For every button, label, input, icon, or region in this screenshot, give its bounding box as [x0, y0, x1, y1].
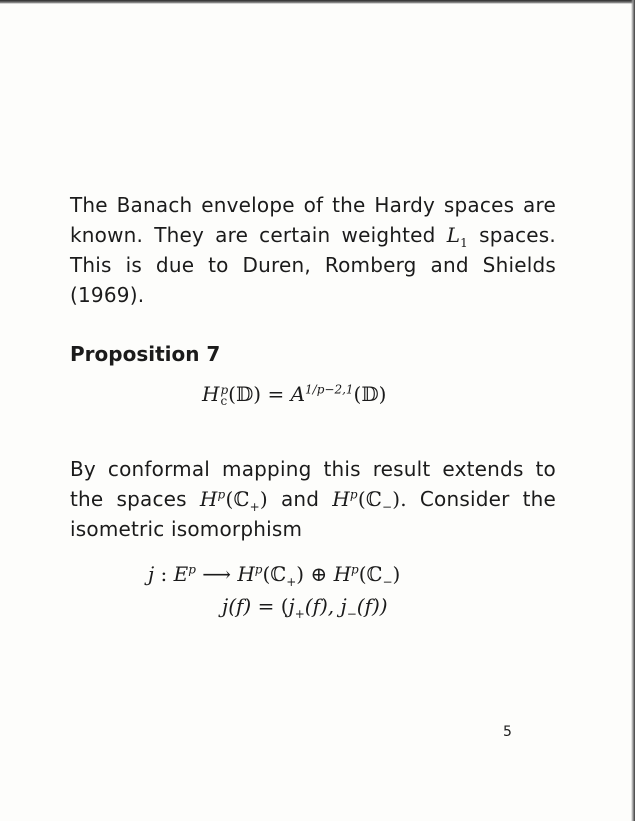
math-L-subscript: 1	[460, 236, 469, 250]
proposition-equation	[202, 382, 386, 407]
eq1-H2-close: )	[392, 562, 401, 586]
eq-rhs-arg: (𝔻)	[353, 382, 387, 406]
proposition-heading: Proposition 7	[70, 342, 221, 366]
eq1-H1-arg: (ℂ	[262, 562, 287, 586]
eq1-colon: :	[154, 562, 174, 586]
paragraph1-line2	[70, 220, 556, 250]
eq1-oplus: ⊕	[304, 562, 334, 586]
eq1-arrow: ⟶	[195, 562, 238, 586]
math-H2-sup: p	[349, 487, 358, 502]
math-H1-arg: (ℂ	[225, 487, 250, 511]
eq2-lhs: j(f)	[222, 594, 252, 618]
eq1-H2: H	[333, 562, 352, 586]
math-Hp-Cminus	[332, 487, 407, 514]
eq2-jminus-sub: −	[346, 607, 357, 621]
scan-edge-top	[0, 0, 635, 4]
eq2-jminus-arg: (f))	[356, 594, 388, 618]
eq1-H1: H	[237, 562, 255, 586]
paragraph1-line2-text: known. They are certain weighted	[70, 223, 436, 247]
math-H1-sub: +	[249, 500, 260, 514]
eq1-H2-sup: p	[351, 562, 359, 577]
eq-H: H	[202, 382, 220, 406]
eq2-jminus: j	[340, 594, 347, 618]
eq2-open: (	[280, 594, 289, 618]
eq2-jplus-sub: +	[294, 607, 305, 621]
math-H2: H	[332, 487, 350, 511]
page-number: 5	[503, 724, 512, 740]
paragraph-conformal-mapping	[70, 454, 556, 544]
eq-A-sup: 1/p−2,1	[305, 382, 354, 397]
eq1-H2-arg: (ℂ	[358, 562, 383, 586]
paragraph-banach-envelope	[70, 190, 556, 310]
math-H2-arg: (ℂ	[357, 487, 382, 511]
paragraph1-line2-end: spaces.	[479, 223, 556, 247]
paragraph2-line2-text: the spaces	[70, 487, 187, 511]
paragraph1-line1: The Banach envelope of the Hardy spaces are	[70, 193, 556, 217]
eq2-equals: =	[251, 594, 281, 618]
math-Hp-Cplus	[199, 487, 268, 514]
math-H2-sub: −	[381, 500, 393, 514]
math-H2-close: ).	[392, 487, 407, 511]
eq-H-sup: p	[220, 382, 229, 397]
equation-map-definition	[148, 562, 401, 589]
math-L: L	[446, 223, 461, 247]
math-H1-sup: p	[217, 487, 226, 502]
eq-lhs-arg: (𝔻)	[228, 382, 262, 406]
math-H1: H	[199, 487, 218, 511]
equation-map-components	[222, 594, 388, 621]
paragraph2-line2	[70, 484, 556, 514]
eq-H-sub: c	[220, 393, 228, 408]
eq1-H1-close: )	[296, 562, 305, 586]
eq1-H1-sup: p	[254, 562, 263, 577]
eq-A: A	[290, 382, 306, 406]
paragraph1-line4: (1969).	[70, 283, 145, 307]
math-L1	[446, 223, 469, 250]
paragraph2-and: and	[280, 487, 320, 511]
eq2-jplus-arg: (f),	[304, 594, 341, 618]
eq-equals: =	[267, 382, 285, 406]
paragraph2-line2-end: Consider the	[419, 487, 557, 511]
paragraph2-line1: By conformal mapping this result extends to	[70, 457, 556, 481]
paragraph2-line3: isometric isomorphism	[70, 517, 303, 541]
paragraph1-line3: This is due to Duren, Romberg and Shields	[70, 253, 556, 277]
scan-edge-right	[631, 0, 635, 821]
eq1-E: E	[173, 562, 189, 586]
eq1-H2-sub: −	[382, 575, 393, 589]
eq1-E-sup: p	[188, 562, 196, 577]
math-H1-close: )	[259, 487, 268, 511]
eq2-jplus: j	[288, 594, 295, 618]
eq1-j: j	[148, 562, 155, 586]
eq1-H1-sub: +	[286, 575, 297, 589]
